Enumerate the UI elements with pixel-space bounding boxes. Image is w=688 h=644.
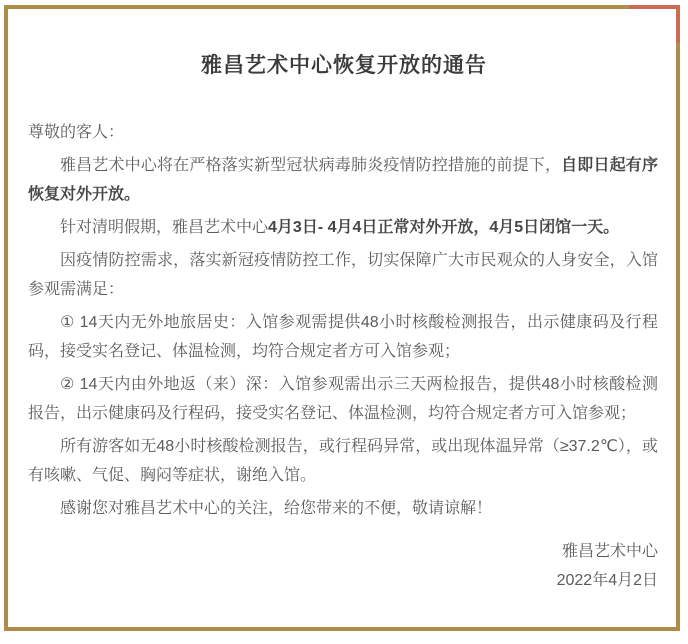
signature-name: 雅昌艺术中心 [561, 543, 658, 560]
paragraph-thanks: 感谢您对雅昌艺术中心的关注，给您带来的不便，敬请谅解！ [60, 500, 493, 517]
paragraph-qingming-holiday [28, 213, 658, 242]
reopening-intro-text: 雅昌艺术中心将在严格落实新型冠状病毒肺炎疫情防控措施的前提下， [60, 157, 562, 174]
border-accent-right [676, 5, 680, 43]
paragraph-rule-1: ① 14天内无外地旅居史：入馆参观需提供48小时核酸检测报告，出示健康码及行程码，接受实名登记、体温检测，均符合规定者方可入馆参观； [28, 314, 658, 360]
paragraph-rule-2: ② 14天内由外地返（来）深：入馆参观需出示三天两检报告，提供48小时核酸检测报告，出示健康码及行程码，接受实名登记、体温检测，均符合规定者方可入馆参观； [28, 376, 658, 422]
notice-title: 雅昌艺术中心恢复开放的通告 [201, 54, 487, 77]
paragraph-rejection-rule: 所有游客如无48小时核酸检测报告，或行程码异常，或出现体温异常（≥37.2℃），或有咳嗽、气促、胸闷等症状，谢绝入馆。 [28, 438, 658, 484]
salutation: 尊敬的客人： [28, 124, 125, 141]
holiday-intro-text: 针对清明假期，雅昌艺术中心 [60, 219, 269, 236]
signature-block [28, 537, 658, 595]
notice-body [28, 118, 658, 595]
holiday-schedule-bold-text: 4月3日- 4月4日正常对外开放，4月5日闭馆一天。 [268, 219, 620, 236]
border-accent-top [629, 5, 680, 9]
paragraph-reopening [28, 151, 658, 209]
signature-date: 2022年4月2日 [556, 572, 658, 589]
reopening-bold-text: 自即日起有序恢复对外开放。 [28, 157, 658, 203]
paragraph-prevention-requirements: 因疫情防控需求，落实新冠疫情防控工作，切实保障广大市民观众的人身安全，入馆参观需满足： [28, 252, 658, 298]
